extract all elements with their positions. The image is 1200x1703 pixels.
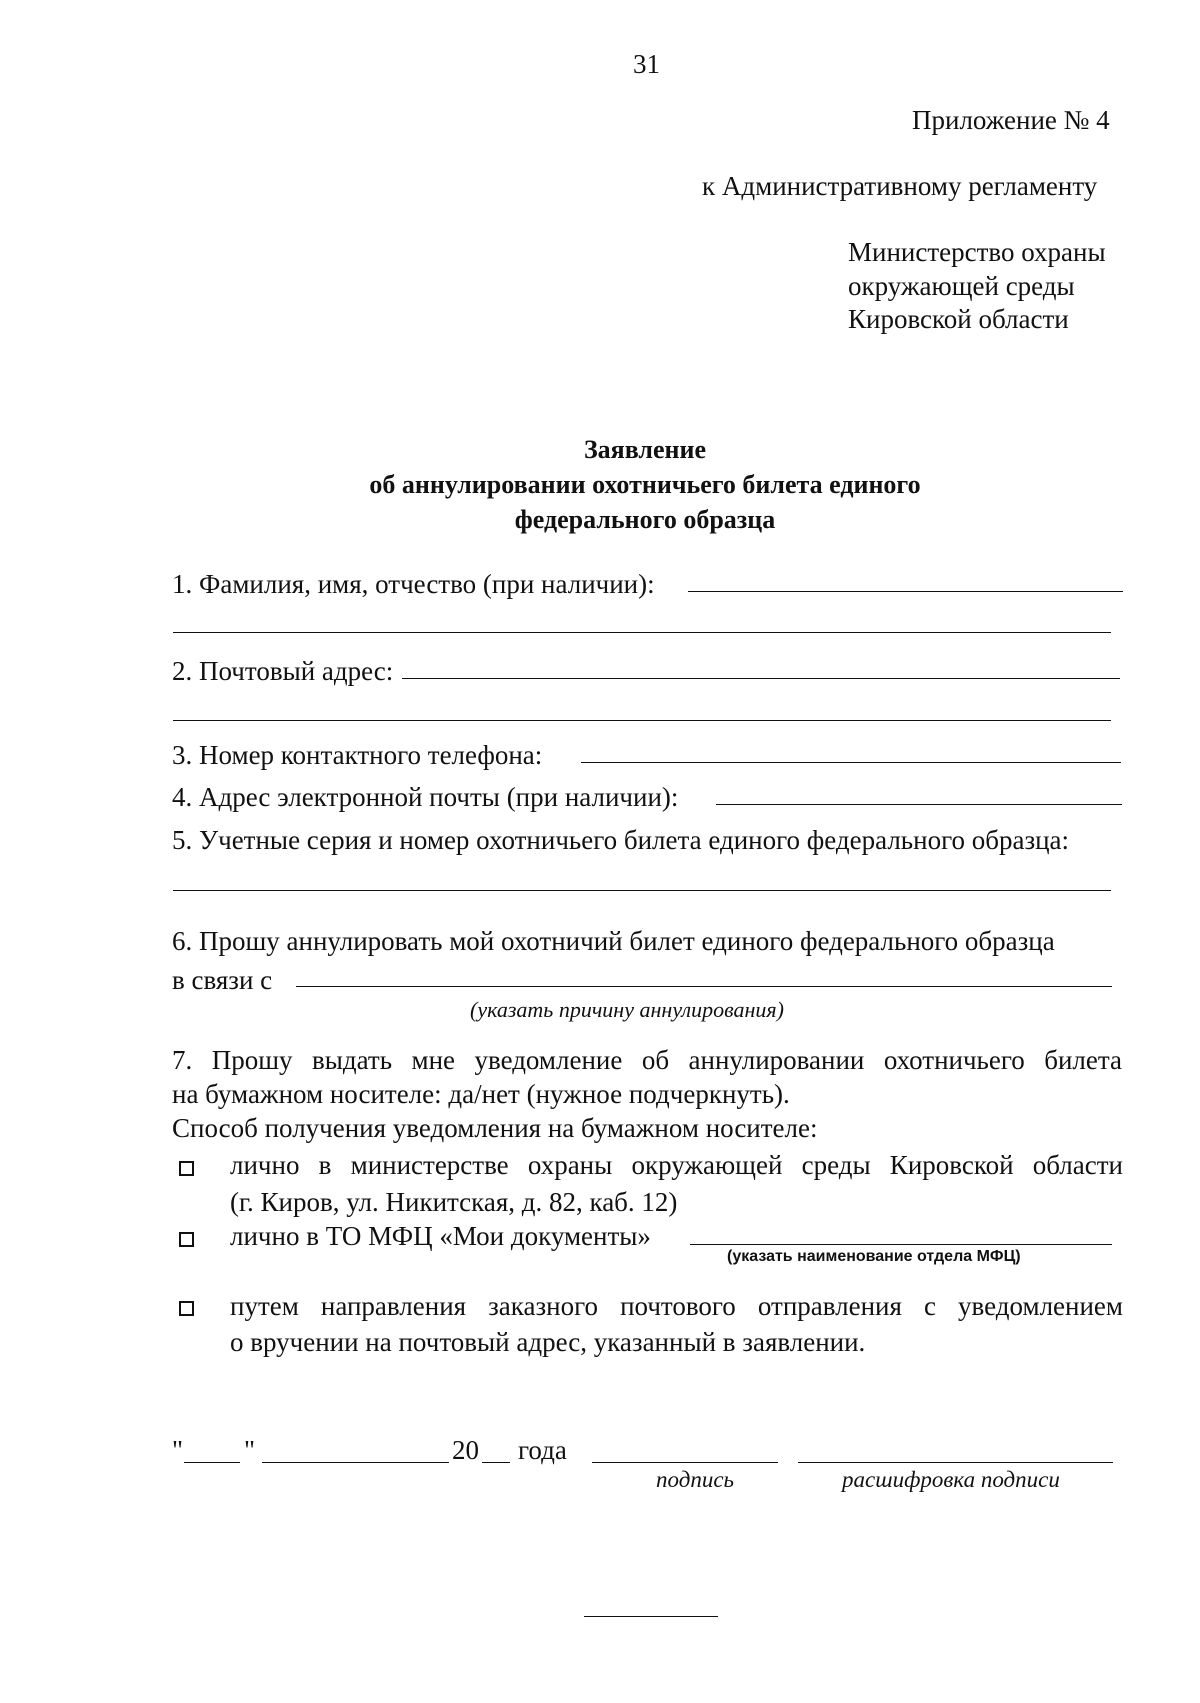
field-notice-text-3: Способ получения уведомления на бумажном носителе: — [172, 1113, 818, 1143]
date-year-prefix: 20 — [452, 1435, 479, 1465]
signature-decode-hint: расшифровка подписи — [842, 1467, 1060, 1492]
signature-hint: подпись — [656, 1467, 735, 1492]
option-mfc-checkbox[interactable] — [179, 1232, 194, 1247]
date-day-line[interactable] — [184, 1462, 240, 1463]
ministry-line-2: окружающей среды — [848, 271, 1075, 301]
date-quote-close: " — [244, 1435, 256, 1465]
date-quote-open: " — [172, 1435, 184, 1465]
doc-title: Заявление — [583, 435, 707, 464]
field-address-line[interactable] — [402, 678, 1120, 679]
option-mfc-hint: (указать наименование отдела МФЦ) — [727, 1248, 1021, 1265]
field-notice-text-1: 7. Прошу выдать мне уведомление об аннулировании охотничьего билета — [172, 1045, 1122, 1075]
date-year-line[interactable] — [482, 1462, 510, 1463]
closing-divider — [584, 1616, 718, 1617]
field-notice-text-2: на бумажном носителе: да/нет (нужное подчеркнуть). — [172, 1079, 790, 1109]
field-reason-label: в связи с — [172, 965, 273, 995]
option-mfc-text: лично в ТО МФЦ «Мои документы» — [230, 1221, 651, 1251]
field-ticket-label: 5. Учетные серия и номер охотничьего билета единого федерального образца: — [172, 825, 1070, 855]
ministry-line-3: Кировской области — [848, 304, 1069, 334]
date-year-suffix: года — [518, 1435, 567, 1465]
regulation-label: к Административному регламенту — [702, 171, 1098, 201]
doc-subtitle-1: об аннулировании охотничьего билета единого — [369, 470, 921, 499]
field-reason-text: 6. Прошу аннулировать мой охотничий билет единого федерального образца — [172, 926, 1055, 956]
doc-subtitle-2: федерального образца — [514, 505, 776, 534]
field-fio-line-2[interactable] — [173, 632, 1111, 633]
option-mail-text-1: путем направления заказного почтового отправления с уведомлением — [230, 1291, 1123, 1321]
field-email-label: 4. Адрес электронной почты (при наличии): — [172, 782, 679, 812]
field-address-line-2[interactable] — [173, 720, 1111, 721]
field-address-label: 2. Почтовый адрес: — [172, 656, 394, 686]
signature-line[interactable] — [592, 1462, 778, 1463]
option-mfc-line[interactable] — [690, 1244, 1112, 1245]
field-ticket-line[interactable] — [173, 890, 1111, 891]
field-reason-hint: (указать причину аннулирования) — [470, 997, 784, 1022]
appendix-label: Приложение № 4 — [912, 105, 1110, 135]
option-ministry-checkbox[interactable] — [179, 1161, 194, 1176]
page-number: 31 — [633, 49, 660, 79]
option-ministry-text-2: (г. Киров, ул. Никитская, д. 82, каб. 12) — [230, 1187, 678, 1217]
field-fio-line[interactable] — [688, 591, 1123, 592]
ministry-line-1: Министерство охраны — [848, 237, 1106, 267]
option-mail-checkbox[interactable] — [179, 1301, 194, 1316]
option-ministry-text-1: лично в министерстве охраны окружающей среды Кировской области — [230, 1150, 1123, 1180]
field-email-line[interactable] — [716, 804, 1122, 805]
signature-decode-line[interactable] — [798, 1462, 1113, 1463]
field-reason-line[interactable] — [296, 986, 1112, 987]
field-phone-label: 3. Номер контактного телефона: — [172, 740, 543, 770]
option-mail-text-2: о вручении на почтовый адрес, указанный в заявлении. — [230, 1327, 866, 1357]
field-fio-label: 1. Фамилия, имя, отчество (при наличии): — [172, 569, 655, 599]
field-phone-line[interactable] — [581, 762, 1121, 763]
date-month-line[interactable] — [262, 1462, 449, 1463]
